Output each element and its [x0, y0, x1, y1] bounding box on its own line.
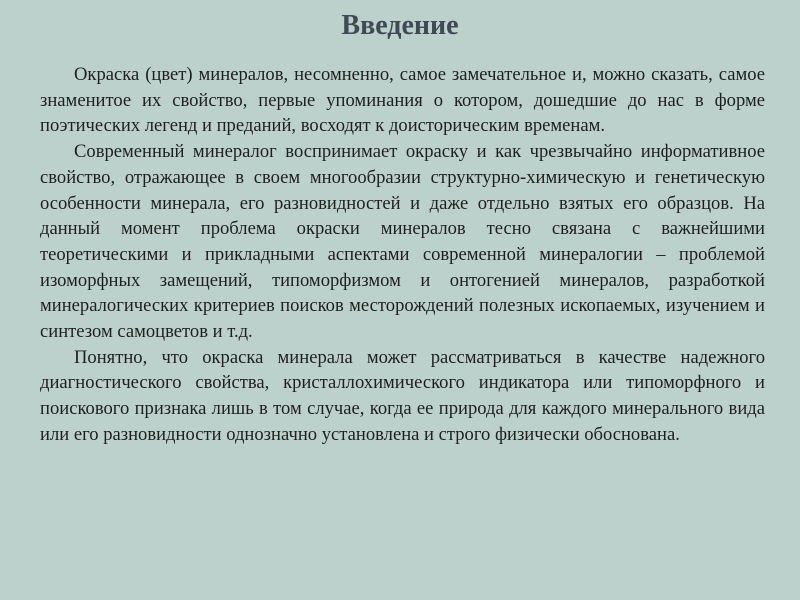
slide-title: Введение [341, 10, 459, 41]
paragraph-1: Окраска (цвет) минералов, несомненно, самое замечательное и, можно сказать, самое знаменитое их свойство, первые упоминания о котором, дошедшие до нас в форме поэтических легенд и преданий, восходят к доисторическим временам. [40, 64, 765, 137]
paragraph-3: Понятно, что окраска минерала может рассматриваться в качестве надежного диагностического свойства, кристаллохимического индикатора или типоморфного и поискового признака лишь в том случае, когда ее природа для каждого минерального вида или его разновидности однозначно установлена и строго физически обоснована. [40, 346, 765, 445]
slide-body [40, 62, 765, 448]
paragraph-2: Современный минералог воспринимает окраску и как чрезвычайно информативное свойство, отражающее в своем многообразии структурно-химическую и генетическую особенности минерала, его разновидностей и даже отдельно взятых его образцов. На данный момент проблема окраски минералов тесно связана с важнейшими теоретическими и прикладными аспектами современной минералогии – проблемой изоморфных замещений, типоморфизмом и онтогенией минералов, разработкой минералогических критериев поисков месторождений полезных ископаемых, изучением и синтезом самоцветов и т.д. [40, 141, 765, 343]
